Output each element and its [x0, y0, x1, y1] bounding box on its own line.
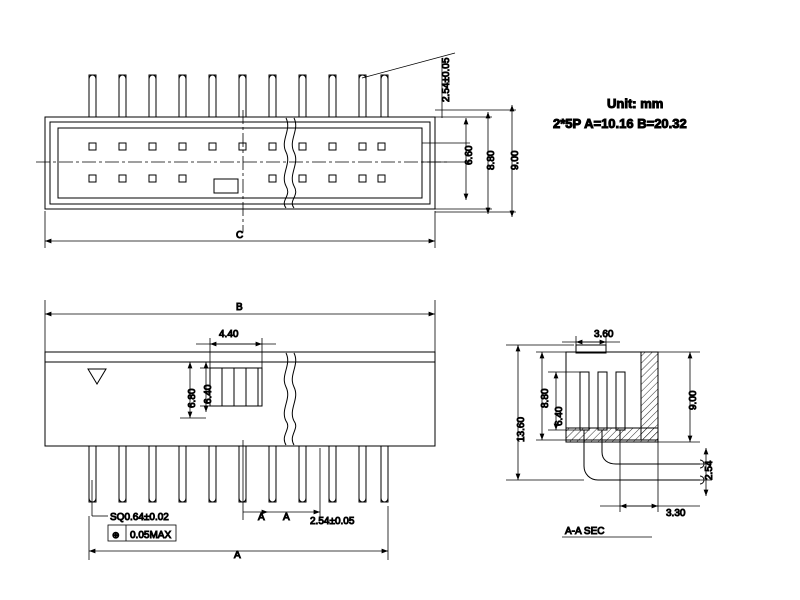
unit-label: Unit: mm [607, 96, 664, 111]
front-view-dimensions [45, 300, 435, 560]
dim-flatness: 0.05MAX [130, 530, 172, 541]
spec-label: 2*5P A=10.16 B=20.32 [553, 116, 687, 131]
dim-c: C [236, 230, 244, 241]
section-view-geometry [566, 345, 704, 484]
dim-900-top: 9.00 [510, 150, 521, 170]
dim-640-sec: 6.40 [554, 406, 565, 426]
front-view-geometry [45, 352, 435, 502]
dim-900-sec: 9.00 [688, 390, 699, 410]
dim-a: A [234, 550, 241, 561]
section-mark-right: A [283, 512, 290, 523]
section-caption: A-A SEC [565, 526, 605, 537]
dim-254-sec: 2.54 [704, 460, 715, 480]
top-view-geometry [36, 75, 450, 232]
dim-1360: 13.60 [516, 416, 527, 442]
dim-680: 6.80 [187, 388, 198, 408]
dim-360: 3.60 [594, 329, 614, 340]
dim-pitch-top: 2.54±0.05 [441, 57, 452, 102]
dim-pitch-bottom: 2.54±0.05 [310, 516, 355, 527]
dim-sq-064: SQ0.64±0.02 [110, 512, 169, 523]
dim-b: B [236, 302, 243, 313]
dim-640-front: 6.40 [203, 384, 214, 404]
dim-660: 6.60 [464, 145, 475, 165]
dim-880-sec: 8.80 [540, 388, 551, 408]
dim-330: 3.30 [666, 508, 686, 519]
dim-880-top: 8.80 [486, 150, 497, 170]
position-tol-icon: ⊕ [112, 530, 120, 540]
dim-440: 4.40 [219, 329, 239, 340]
section-mark-left: A [258, 512, 265, 523]
